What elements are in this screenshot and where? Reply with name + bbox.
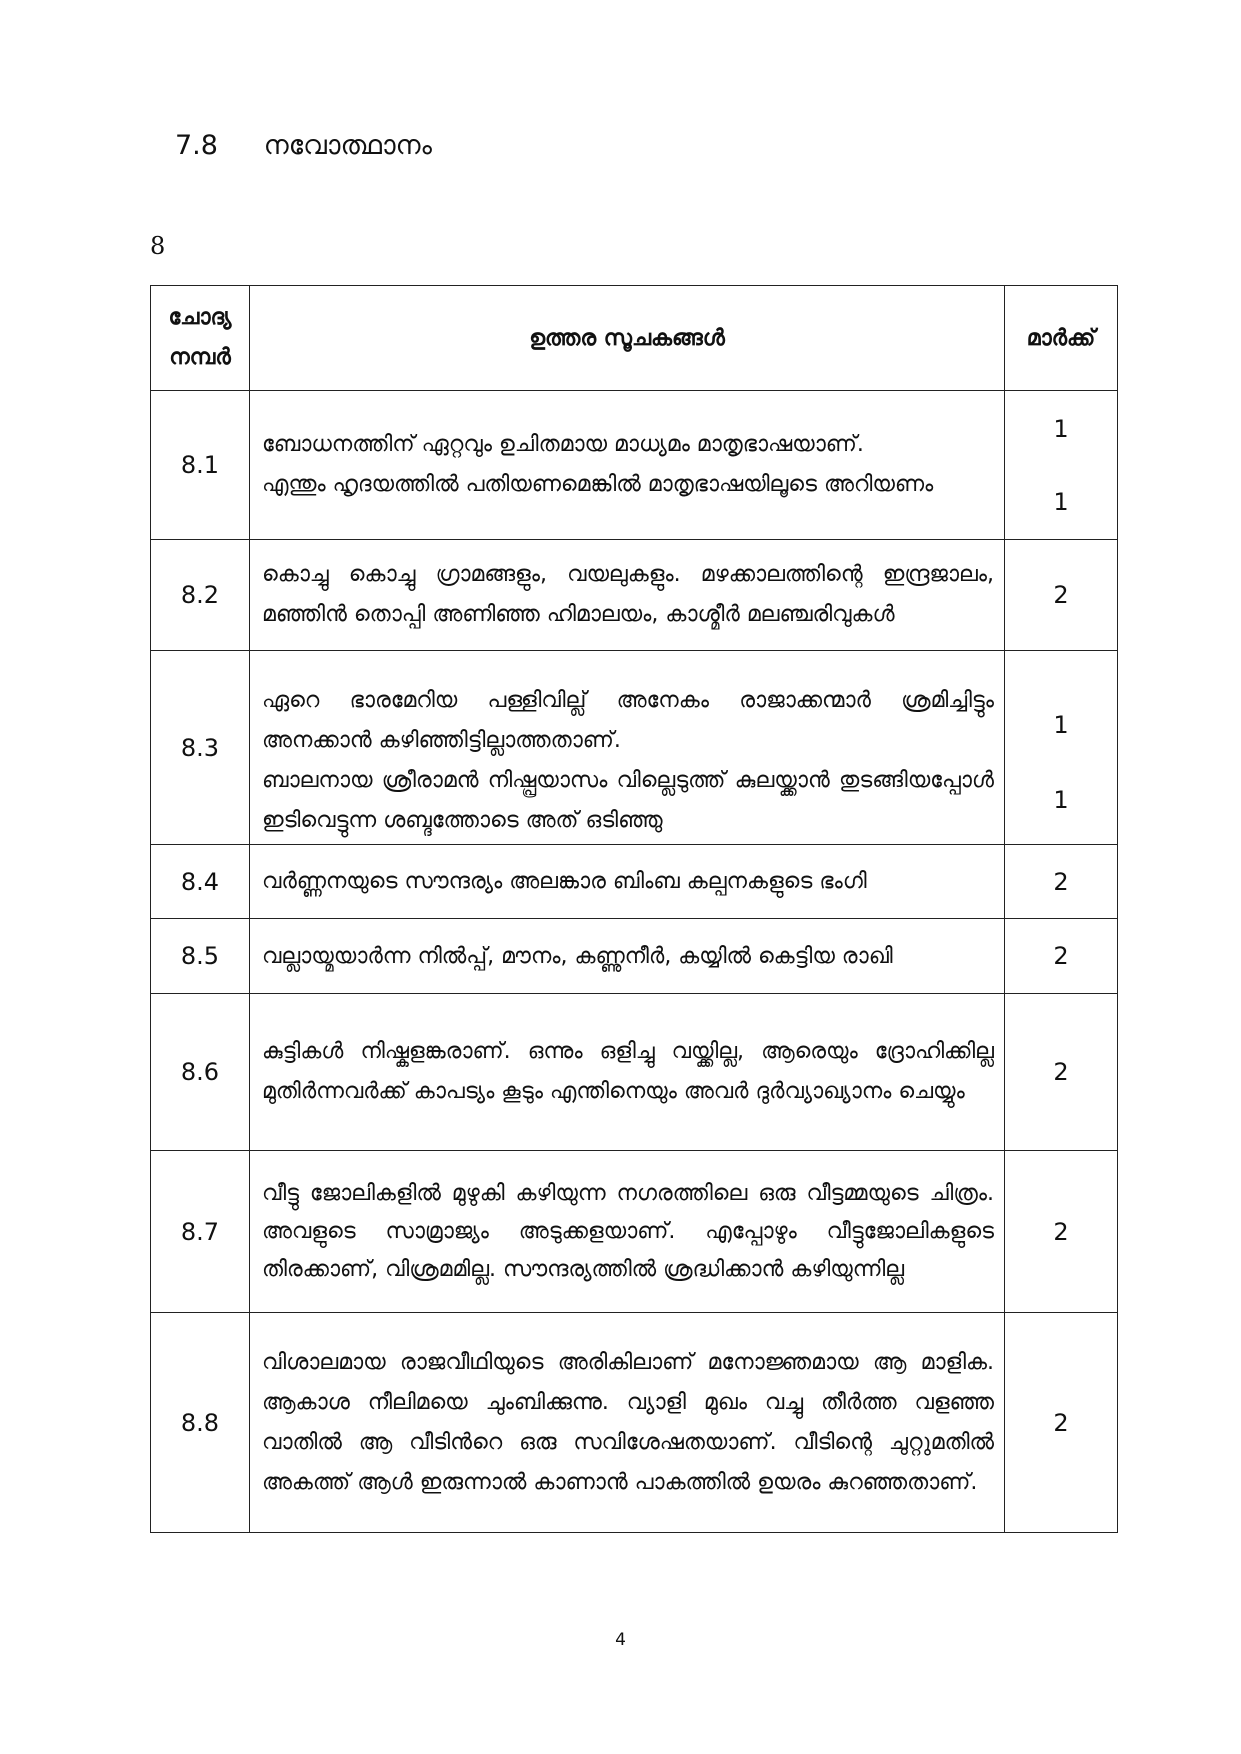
row-number: 8.7 bbox=[151, 1151, 250, 1313]
answer-point: കൊച്ചു കൊച്ചു ഗ്രാമങ്ങളും, വയലുകളും. മഴക്കാലത്തിന്റെ ഇന്ദ്രജാലം, മഞ്ഞിൻ തൊപ്പി അണിഞ്ഞ ഹിമാലയം, കാശ്മീർ മലഞ്ചരിവുകൾ bbox=[262, 562, 994, 627]
table-header-row bbox=[151, 286, 1118, 391]
row-answer bbox=[250, 1313, 1005, 1533]
row-marks bbox=[1005, 1151, 1118, 1313]
mark-value: 2 bbox=[1053, 942, 1069, 970]
answer-point: വിശാലമായ രാജവീഥിയുടെ അരികിലാണ് മനോജ്ഞമായ ആ മാളിക. ആകാശ നീലിമയെ ചുംബിക്കുന്നു. വ്യാളി മുഖം വച്ചു തീർത്ത വളഞ്ഞ വാതിൽ ആ വീടിൻറെ ഒരു സവിശേഷതയാണ്. വീടിന്റെ ചുറ്റുമതിൽ അകത്ത് ആൾ ഇരുന്നാൽ കാണാൻ പാകത്തിൽ ഉയരം കുറഞ്ഞതാണ്. bbox=[262, 1349, 994, 1495]
row-marks bbox=[1005, 540, 1118, 651]
table-row bbox=[151, 994, 1118, 1151]
row-answer bbox=[250, 1151, 1005, 1313]
answer-point: വർണ്ണനയുടെ സൗന്ദര്യം അലങ്കാര ബിംബ കല്പനകളുടെ ഭംഗി bbox=[262, 869, 867, 894]
row-number: 8.4 bbox=[151, 845, 250, 919]
row-number: 8.2 bbox=[151, 540, 250, 651]
mark-value: 1 bbox=[1053, 711, 1069, 739]
row-marks bbox=[1005, 651, 1118, 845]
table-row bbox=[151, 651, 1118, 845]
row-answer bbox=[250, 391, 1005, 540]
page-number: 4 bbox=[615, 1630, 626, 1650]
answer-point: കുട്ടികൾ നിഷ്കളങ്കരാണ്. ഒന്നും ഒളിച്ചു വയ്ക്കില്ല, ആരെയും ദ്രോഹിക്കില്ല മുതിർന്നവർക്ക് കാപട്യം കൂടും എന്തിനെയും അവർ ദുർവ്യാഖ്യാനം ചെയ്യും bbox=[262, 1039, 994, 1104]
mark-value: 1 bbox=[1053, 414, 1069, 443]
row-marks bbox=[1005, 919, 1118, 994]
row-marks bbox=[1005, 994, 1118, 1151]
row-number: 8.6 bbox=[151, 994, 250, 1151]
table-row bbox=[151, 919, 1118, 994]
table-row bbox=[151, 1313, 1118, 1533]
row-marks bbox=[1005, 391, 1118, 540]
answer-point: ബാലനായ ശ്രീരാമൻ നിഷ്പ്രയാസം വില്ലെടുത്ത് കുലയ്ക്കാൻ തുടങ്ങിയപ്പോൾ ഇടിവെട്ടുന്ന ശബ്ദത്തോടെ അത് ഒടിഞ്ഞു bbox=[262, 768, 994, 833]
header-answer-hints: ഉത്തര സൂചകങ്ങൾ bbox=[250, 286, 1005, 391]
row-marks bbox=[1005, 845, 1118, 919]
table-row bbox=[151, 1151, 1118, 1313]
row-number: 8.1 bbox=[151, 391, 250, 540]
table-row bbox=[151, 845, 1118, 919]
question-number: 8 bbox=[150, 232, 166, 260]
mark-value: 2 bbox=[1053, 1217, 1069, 1246]
mark-value: 2 bbox=[1053, 867, 1069, 896]
row-answer bbox=[250, 845, 1005, 919]
row-number: 8.8 bbox=[151, 1313, 250, 1533]
row-number: 8.5 bbox=[151, 919, 250, 994]
row-marks bbox=[1005, 1313, 1118, 1533]
answer-key-table bbox=[150, 285, 1118, 1533]
row-answer bbox=[250, 651, 1005, 845]
mark-value: 1 bbox=[1053, 487, 1069, 516]
row-answer bbox=[250, 540, 1005, 651]
section-heading bbox=[175, 130, 432, 162]
table-row bbox=[151, 391, 1118, 540]
answer-point: എന്തും ഹൃദയത്തിൽ പതിയണമെങ്കിൽ മാതൃഭാഷയിലൂടെ അറിയണം bbox=[262, 472, 934, 497]
row-number: 8.3 bbox=[151, 651, 250, 845]
header-question-number: ചോദ്യ നമ്പർ bbox=[151, 286, 250, 391]
answer-point: വീട്ടു ജോലികളിൽ മുഴുകി കഴിയുന്ന നഗരത്തിലെ ഒരു വീട്ടമ്മയുടെ ചിത്രം. അവളുടെ സാമ്രാജ്യം അടുക്കളയാണ്. എപ്പോഴും വീട്ടുജോലികളുടെ തിരക്കാണ്, വിശ്രമമില്ല. സൗന്ദര്യത്തിൽ ശ്രദ്ധിക്കാൻ കഴിയുന്നില്ല bbox=[262, 1180, 994, 1282]
mark-value: 1 bbox=[1053, 786, 1069, 814]
section-number: 7.8 bbox=[175, 130, 218, 161]
section-title: നവോത്ഥാനം bbox=[263, 130, 432, 161]
row-answer bbox=[250, 919, 1005, 994]
answer-point: ബോധനത്തിന് ഏറ്റവും ഉചിതമായ മാധ്യമം മാതൃഭാഷയാണ്. bbox=[262, 432, 864, 457]
mark-value: 2 bbox=[1053, 1408, 1069, 1437]
mark-value: 2 bbox=[1053, 1058, 1069, 1086]
answer-point: വല്ലായ്മയാർന്ന നിൽപ്പ്, മൗനം, കണ്ണുനീർ, കയ്യിൽ കെട്ടിയ രാഖി bbox=[262, 943, 893, 969]
mark-value: 2 bbox=[1053, 581, 1069, 609]
header-marks: മാർക്ക് bbox=[1005, 286, 1118, 391]
table-row bbox=[151, 540, 1118, 651]
row-answer bbox=[250, 994, 1005, 1151]
answer-point: ഏറെ ഭാരമേറിയ പള്ളിവില്ല് അനേകം രാജാക്കന്മാർ ശ്രമിച്ചിട്ടും അനക്കാൻ കഴിഞ്ഞിട്ടില്ലാത്തതാണ്. bbox=[262, 688, 994, 753]
